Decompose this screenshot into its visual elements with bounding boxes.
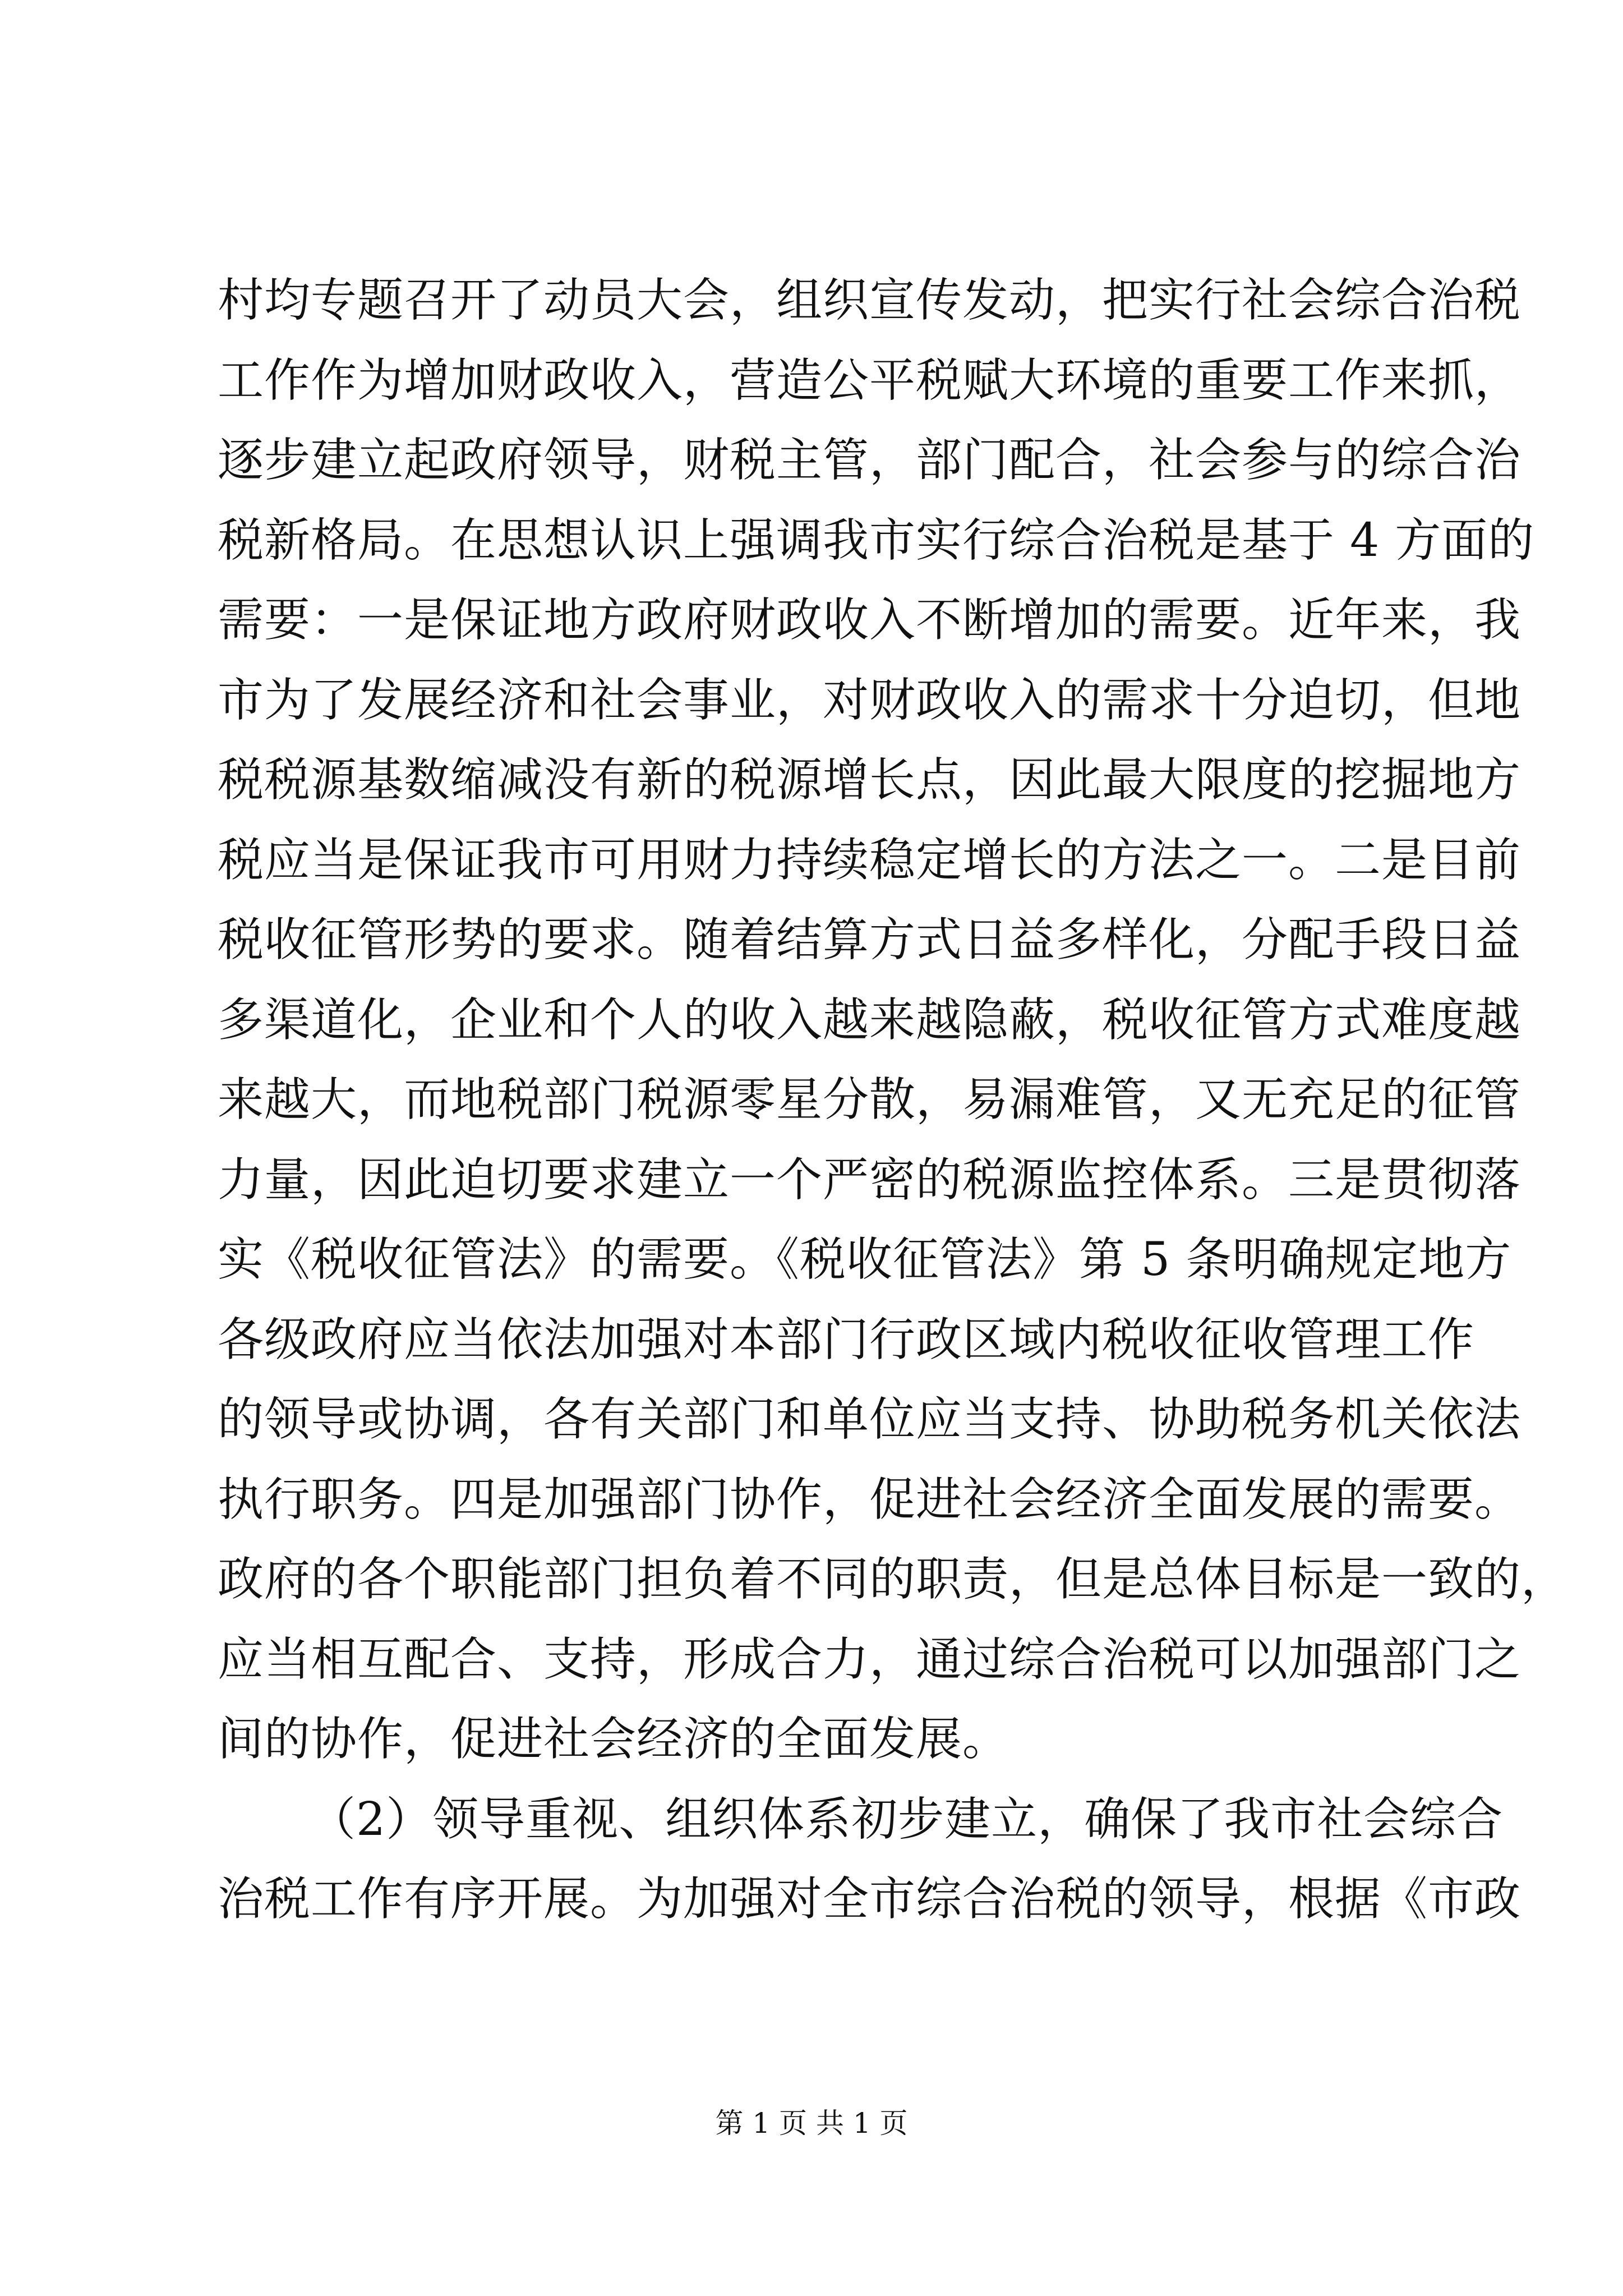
body-text <box>218 261 1568 1940</box>
text-line: 税收征管形势的要求。随着结算方式日益多样化，分配手段日益 <box>218 913 1521 967</box>
text-line: 需要：一是保证地方政府财政收入不断增加的需要。近年来，我 <box>218 593 1521 647</box>
page-number-footer: 第 1 页 共 1 页 <box>715 2107 908 2139</box>
text-line: 的领导或协调，各有关部门和单位应当支持、协助税务机关依法 <box>218 1393 1521 1446</box>
text-line: 工作作为增加财政收入，营造公平税赋大环境的重要工作来抓， <box>218 353 1521 407</box>
text-line: 多渠道化，企业和个人的收入越来越隐蔽，税收征管方式难度越 <box>218 993 1521 1047</box>
text-line: 力量，因此迫切要求建立一个严密的税源监控体系。三是贯彻落 <box>218 1153 1521 1207</box>
text-line: 税税源基数缩减没有新的税源增长点，因此最大限度的挖掘地方 <box>218 753 1521 807</box>
text-line: 税新格局。在思想认识上强调我市实行综合治税是基于 4 方面的 <box>218 513 1535 567</box>
text-line: 税应当是保证我市可用财力持续稳定增长的方法之一。二是目前 <box>218 833 1521 887</box>
text-line: 逐步建立起政府领导，财税主管，部门配合，社会参与的综合治 <box>218 434 1521 487</box>
text-line: 治税工作有序开展。为加强对全市综合治税的领导，根据《市政 <box>218 1872 1521 1926</box>
text-line: 间的协作，促进社会经济的全面发展。 <box>218 1713 1009 1766</box>
text-line: 来越大，而地税部门税源零星分散，易漏难管，又无充足的征管 <box>218 1073 1521 1126</box>
text-line: 市为了发展经济和社会事业，对财政收入的需求十分迫切，但地 <box>218 673 1521 727</box>
text-line: 各级政府应当依法加强对本部门行政区域内税收征收管理工作 <box>218 1313 1475 1366</box>
text-line: 政府的各个职能部门担负着不同的职责，但是总体目标是一致的， <box>218 1553 1568 1606</box>
text-line: 执行职务。四是加强部门协作，促进社会经济全面发展的需要。 <box>218 1473 1521 1526</box>
paragraph-start-line: （2）领导重视、组织体系初步建立，确保了我市社会综合 <box>310 1792 1504 1846</box>
text-line: 村均专题召开了动员大会，组织宣传发动，把实行社会综合治税 <box>218 274 1521 327</box>
text-line: 实《税收征管法》的需要。《税收征管法》第 5 条明确规定地方 <box>218 1233 1512 1286</box>
text-line: 应当相互配合、支持，形成合力，通过综合治税可以加强部门之 <box>218 1632 1521 1686</box>
